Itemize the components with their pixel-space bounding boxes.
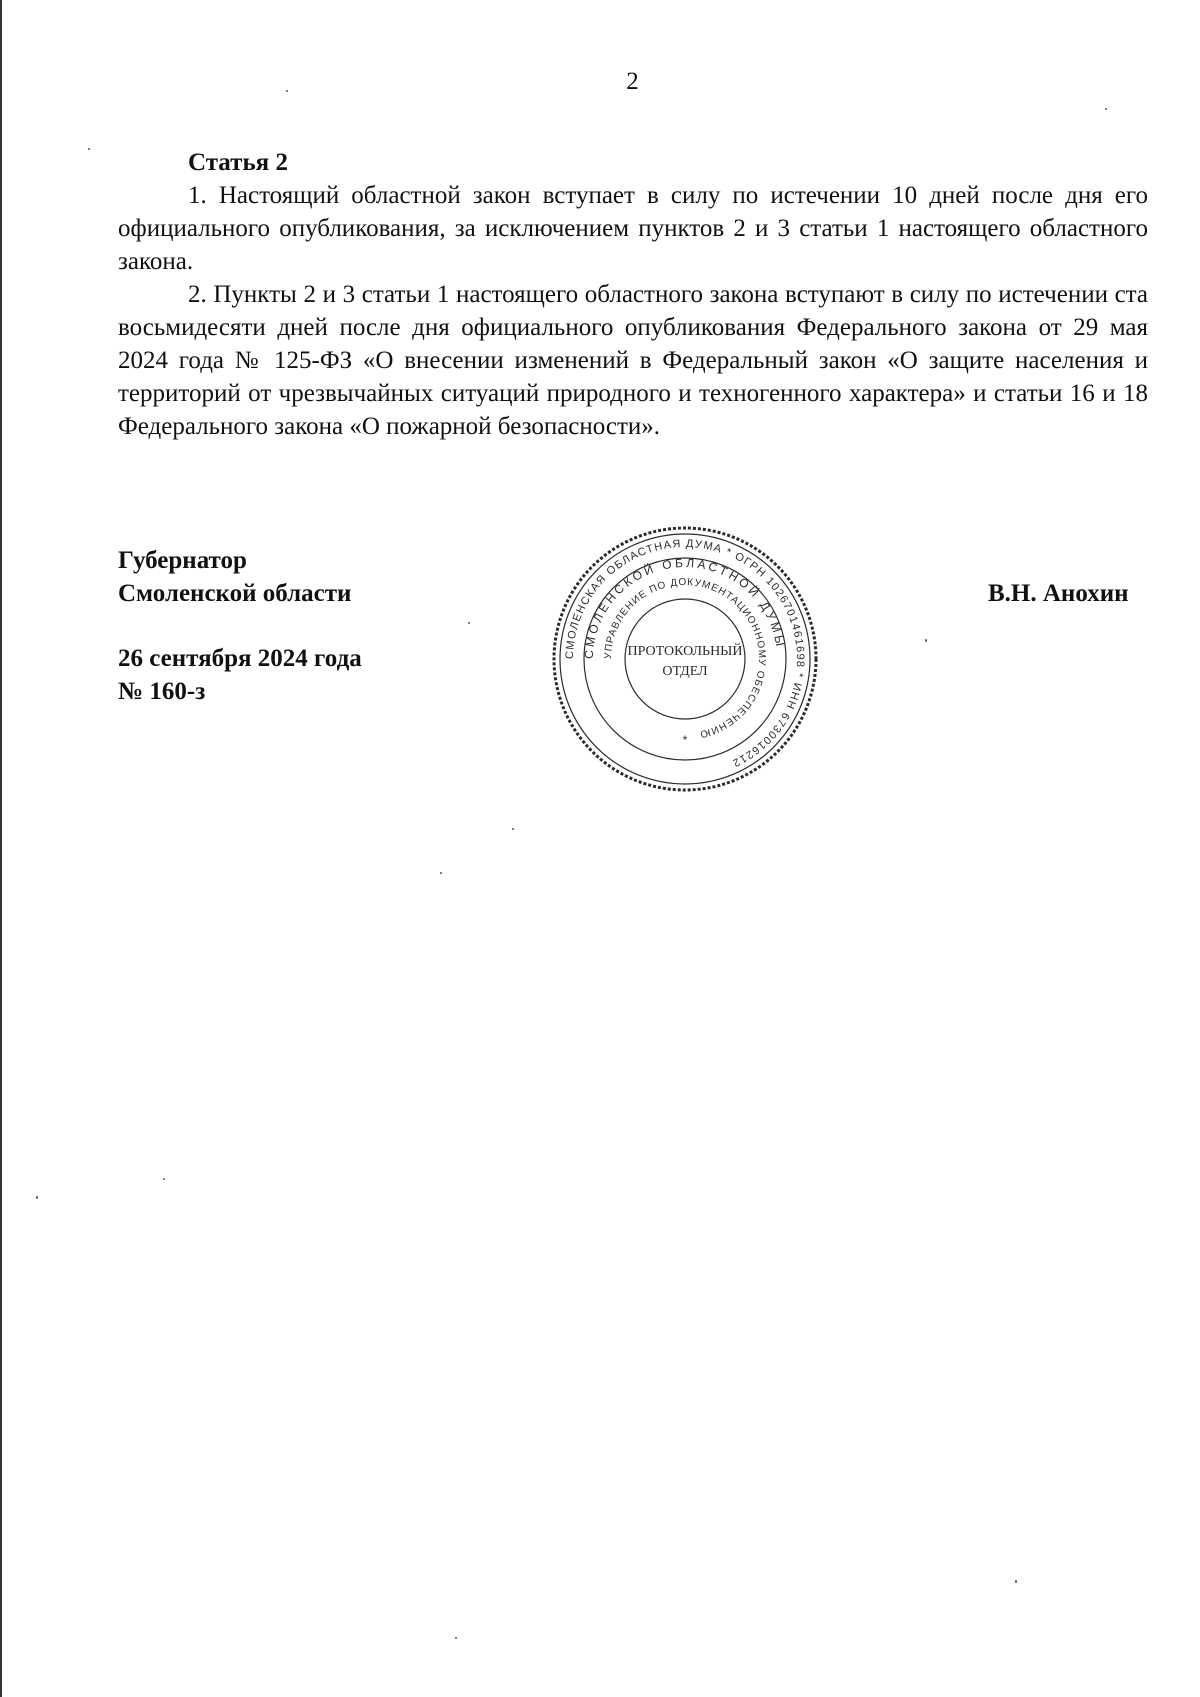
- stamp-center-line-2: ОТДЕЛ: [662, 664, 708, 679]
- position-line-1: Губернатор: [118, 547, 247, 574]
- signer-name: В.Н. Анохин: [988, 580, 1129, 607]
- stamp-inner-ring: [625, 599, 745, 719]
- stamp-star-icon: *: [682, 733, 688, 747]
- article-section: [118, 146, 1148, 443]
- scan-speck: [1015, 1580, 1017, 1583]
- scan-speck: [468, 622, 470, 624]
- scan-speck: [36, 1196, 38, 1199]
- position-line-2: Смоленской области: [118, 580, 352, 607]
- article-paragraph-2: 2. Пункты 2 и 3 статьи 1 настоящего областного закона вступают в силу по истечении ста восьмидесяти дней после дня официального опубликования Федерального закона от 29 мая 2024 года № 125-ФЗ «О внесении изменений в Федеральный закон «О защите населения и территорий от чрезвычайных ситуаций природного и техногенного характера» и статьи 16 и 18 Федерального закона «О пожарной безопасности».: [118, 281, 1148, 440]
- scan-speck: [88, 148, 90, 150]
- stamp-ring-text-outer: СМОЛЕНСКАЯ ОБЛАСТНАЯ ДУМА * ОГРН 1026701461698 * ИНН 6730016212: [563, 537, 807, 770]
- official-stamp: [548, 522, 822, 796]
- article-title: Статья 2: [188, 149, 288, 176]
- scan-speck: [163, 1178, 165, 1180]
- scan-left-edge: [0, 0, 2, 1697]
- scan-speck: [455, 1637, 457, 1639]
- stamp-ring-text-inner: УПРАВЛЕНИЕ ПО ДОКУМЕНТАЦИОННОМУ ОБЕСПЕЧЕНИЮ: [602, 576, 768, 740]
- article-paragraph-1: 1. Настоящий областной закон вступает в силу по истечении 10 дней после дня его официального опубликования, за исключением пунктов 2 и 3 статьи 1 настоящего областного закона.: [118, 182, 1148, 275]
- signatory-position: [118, 544, 351, 610]
- law-number: № 160-з: [118, 678, 206, 705]
- stamp-center-line-1: ПРОТОКОЛЬНЫЙ: [627, 644, 743, 659]
- page-number: 2: [626, 68, 639, 95]
- law-date-number: [118, 642, 362, 708]
- scan-speck: [1105, 108, 1107, 110]
- scan-speck: [286, 90, 288, 92]
- law-date: 26 сентября 2024 года: [118, 645, 362, 672]
- scan-speck: [440, 872, 442, 874]
- stamp-ring-text-middle: СМОЛЕНСКОЙ ОБЛАСТНОЙ ДУМЫ: [581, 555, 788, 660]
- scan-speck: [925, 639, 927, 642]
- scan-speck: [512, 828, 514, 830]
